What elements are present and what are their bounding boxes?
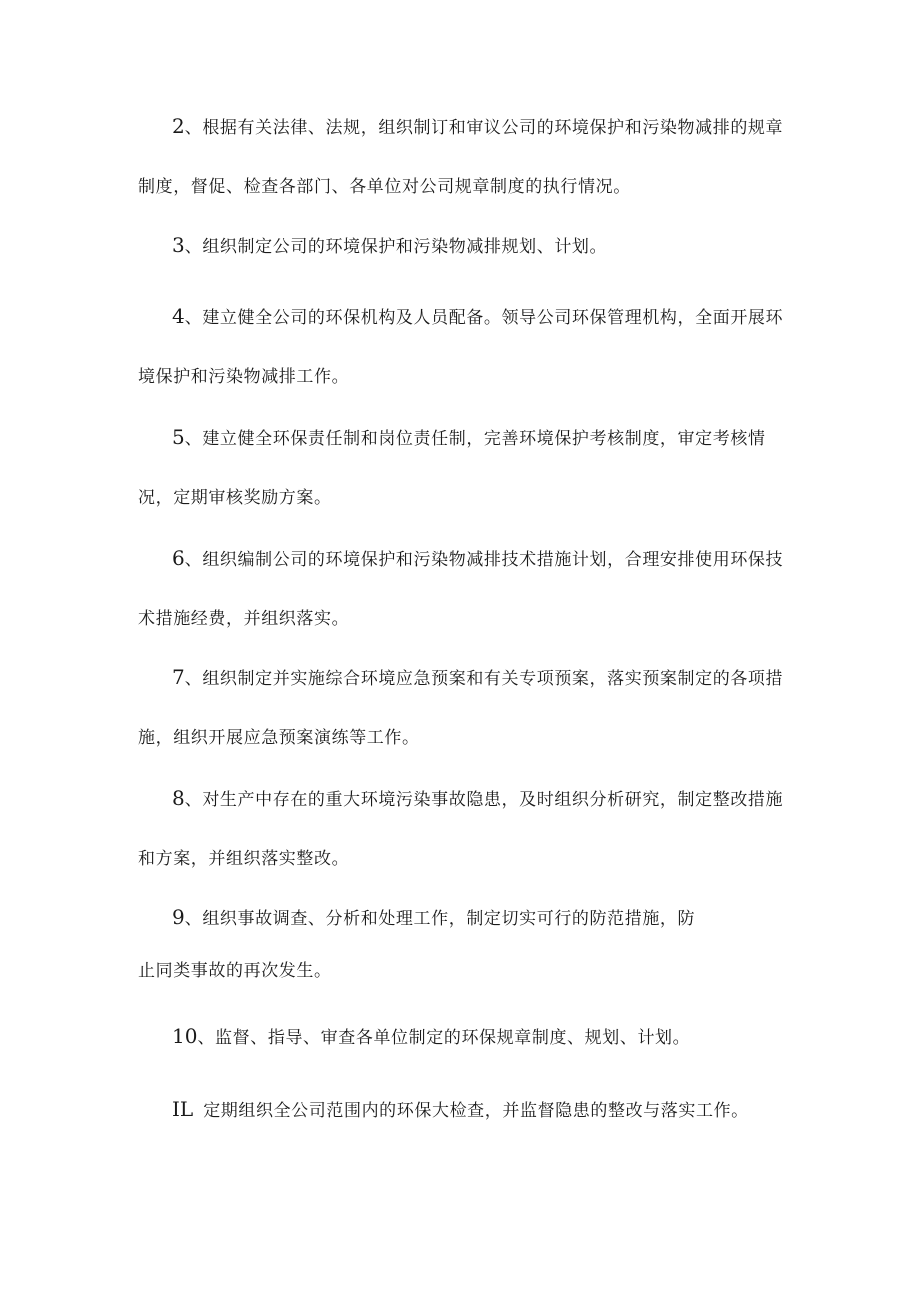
- item-text: 、对生产中存在的重大环境污染事故隐患，及时组织分析研究，制定整改措施和方案，并组织落实整改。: [138, 790, 784, 869]
- item-text: 止同类事故的再次发生。: [138, 961, 332, 981]
- item-number: 3: [172, 233, 185, 257]
- item-number: 9: [172, 905, 185, 929]
- paragraph-item-8: [138, 769, 798, 889]
- item-text: 、组织事故调查、分析和处理工作，制定切实可行的防范措施，防: [184, 909, 696, 929]
- paragraph-item-9: [138, 888, 798, 949]
- item-text: 、监督、指导、审查各单位制定的环保规章制度、规划、计划。: [197, 1028, 691, 1048]
- item-text: 、建立健全环保责任制和岗位责任制，完善环境保护考核制度，审定考核情况，定期审核奖励方案。: [138, 429, 766, 508]
- item-number: 6: [172, 546, 185, 570]
- paragraph-item-3: [138, 216, 798, 277]
- paragraph-item-9-continued: [138, 942, 798, 1001]
- paragraph-item-4: [138, 287, 798, 407]
- paragraph-item-5: [138, 408, 798, 528]
- item-text: 、组织制定公司的环境保护和污染物减排规划、计划。: [184, 237, 608, 257]
- paragraph-item-2: [138, 97, 798, 217]
- item-text: 、组织制定并实施综合环境应急预案和有关专项预案，落实预案制定的各项措施，组织开展应急预案演练等工作。: [138, 669, 784, 748]
- paragraph-item-10: [138, 1007, 798, 1068]
- item-text: 、根据有关法律、法规，组织制订和审议公司的环境保护和污染物减排的规章制度，督促、检查各部门、各单位对公司规章制度的执行情况。: [138, 118, 784, 197]
- item-text: 、组织编制公司的环境保护和污染物减排技术措施计划，合理安排使用环保技术措施经费，并组织落实。: [138, 550, 784, 629]
- item-number: 7: [172, 665, 185, 689]
- item-number: 2: [172, 114, 185, 138]
- paragraph-item-11: [138, 1080, 838, 1141]
- item-number: 10: [172, 1024, 198, 1048]
- item-number: 4: [172, 304, 185, 328]
- item-text: 、建立健全公司的环保机构及人员配备。领导公司环保管理机构，全面开展环境保护和污染物减排工作。: [138, 308, 784, 387]
- item-number: IL: [172, 1097, 194, 1121]
- item-number: 5: [172, 425, 185, 449]
- item-text: 定期组织全公司范围内的环保大检查，并监督隐患的整改与落实工作。: [203, 1101, 749, 1121]
- paragraph-item-7: [138, 648, 798, 768]
- item-number: 8: [172, 786, 185, 810]
- paragraph-item-6: [138, 529, 798, 649]
